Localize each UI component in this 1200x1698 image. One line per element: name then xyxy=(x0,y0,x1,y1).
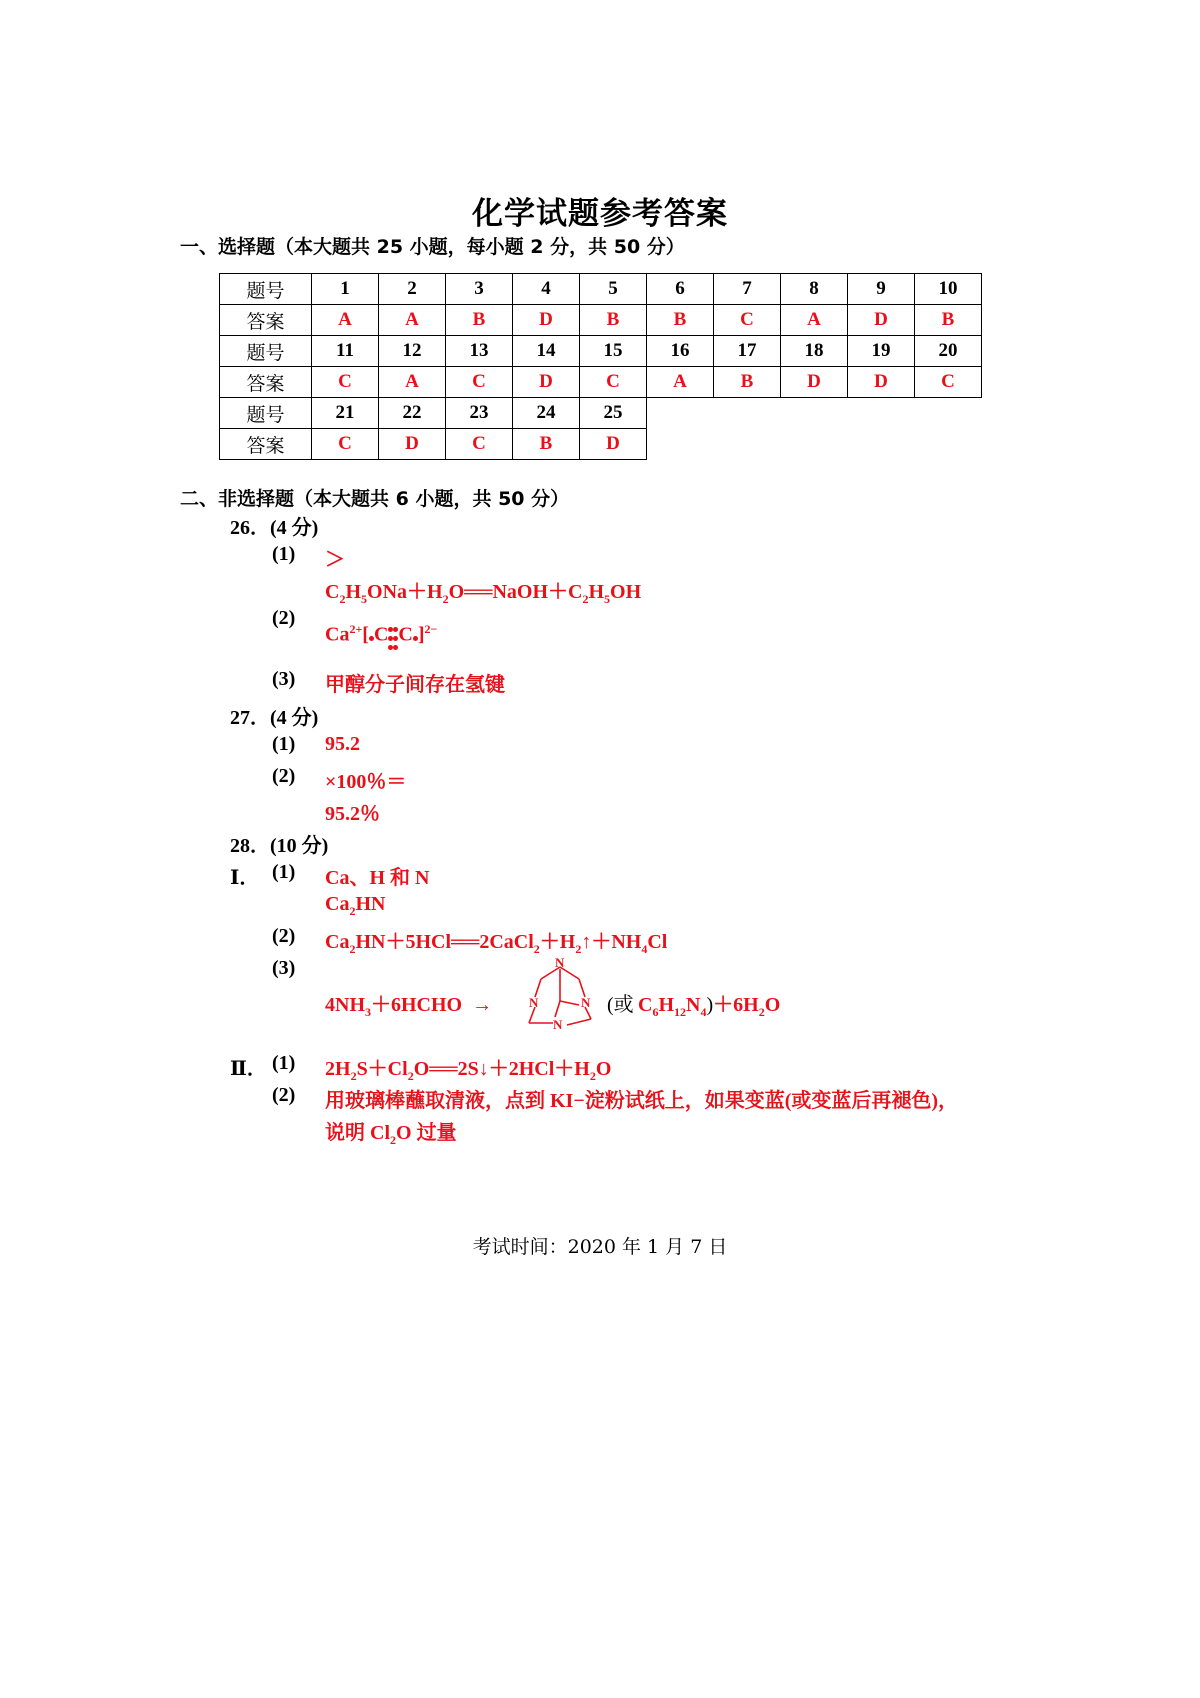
question-number-row xyxy=(220,398,982,429)
answer-cell: C xyxy=(714,305,781,336)
q26-electron-formula: $Ca^{2+}$[ C C ]$^{2-}$ xyxy=(325,622,437,650)
question-number-cell: 20 xyxy=(915,336,982,367)
q26-label: 26．(4 分) xyxy=(230,517,319,539)
row-label-question: 题号 xyxy=(220,274,312,305)
answer-cell: D xyxy=(848,305,915,336)
question-number-cell: 3 xyxy=(446,274,513,305)
q27-label: 27．(4 分) xyxy=(230,707,319,729)
q28-ii2-answer-b: 说明 $Cl_2O$ 过量 xyxy=(325,1122,457,1147)
q27-part2-label: (2) xyxy=(272,765,296,787)
exam-date-footer: 考试时间：2020 年 1 月 7 日 xyxy=(472,1236,728,1258)
question-number-row xyxy=(220,274,982,305)
answer-row xyxy=(220,305,982,336)
q26-part1-label: (1) xyxy=(272,543,296,565)
q27-part1-label: (1) xyxy=(272,733,296,755)
question-number-cell: 12 xyxy=(379,336,446,367)
answer-table xyxy=(219,273,982,460)
question-number-cell: 8 xyxy=(781,274,848,305)
question-number-cell: 23 xyxy=(446,398,513,429)
q27-part1-answer: 95.2 xyxy=(325,733,360,755)
q26-part3-answer: 甲醇分子间存在氢键 xyxy=(325,674,505,696)
empty-cell xyxy=(915,398,982,429)
answer-cell: D xyxy=(513,305,580,336)
empty-cell xyxy=(781,398,848,429)
question-number-cell: 16 xyxy=(647,336,714,367)
question-number-cell: 17 xyxy=(714,336,781,367)
answer-cell: D xyxy=(513,367,580,398)
q28-i2-equation: $Ca_2HN+5HCl══2CaCl_2+H_2↑+NH_4Cl$ xyxy=(325,931,668,956)
page-title: 化学试题参考答案 xyxy=(472,196,728,232)
q28-label: 28．(10 分) xyxy=(230,835,329,857)
question-number-cell: 24 xyxy=(513,398,580,429)
answer-cell: B xyxy=(647,305,714,336)
empty-cell xyxy=(848,429,915,460)
question-number-cell: 21 xyxy=(312,398,379,429)
answer-cell: A xyxy=(379,367,446,398)
question-number-cell: 1 xyxy=(312,274,379,305)
q28-part2-label: Ⅱ． xyxy=(230,1058,267,1080)
answer-cell: B xyxy=(915,305,982,336)
question-number-cell: 11 xyxy=(312,336,379,367)
q28-ii1-label: (1) xyxy=(272,1052,296,1074)
answer-cell: D xyxy=(781,367,848,398)
q28-ii2-answer-b-suffix: 过量 xyxy=(411,1122,457,1144)
answer-cell: C xyxy=(580,367,647,398)
q28-i3-reactants: $4NH_3+6HCHO$ → xyxy=(325,994,493,1019)
question-number-cell: 14 xyxy=(513,336,580,367)
q26-part1-answer: ＞ xyxy=(325,549,345,571)
q28-i1-answer-a: Ca、H 和 N xyxy=(325,867,430,889)
empty-cell xyxy=(647,398,714,429)
answer-cell: B xyxy=(714,367,781,398)
row-label-answer: 答案 xyxy=(220,367,312,398)
row-label-question: 题号 xyxy=(220,398,312,429)
answer-cell: A xyxy=(647,367,714,398)
hexamine-structure-icon xyxy=(515,955,605,1035)
answer-cell: B xyxy=(580,305,647,336)
row-label-question: 题号 xyxy=(220,336,312,367)
q28-ii1-equation: $2H_2S+Cl_2O══2S↓+2HCl+H_2O$ xyxy=(325,1058,612,1083)
answer-cell: A xyxy=(379,305,446,336)
question-number-cell: 25 xyxy=(580,398,647,429)
question-number-cell: 5 xyxy=(580,274,647,305)
section2-heading: 二、非选择题（本大题共 6 小题，共 50 分） xyxy=(180,488,570,510)
question-number-cell: 19 xyxy=(848,336,915,367)
question-number-cell: 6 xyxy=(647,274,714,305)
question-number-cell: 4 xyxy=(513,274,580,305)
answer-cell: A xyxy=(312,305,379,336)
question-number-row xyxy=(220,336,982,367)
question-number-cell: 15 xyxy=(580,336,647,367)
question-number-cell: 18 xyxy=(781,336,848,367)
svg-text:N: N xyxy=(555,955,565,970)
row-label-answer: 答案 xyxy=(220,305,312,336)
empty-cell xyxy=(647,429,714,460)
question-number-cell: 22 xyxy=(379,398,446,429)
empty-cell xyxy=(714,398,781,429)
answer-cell: D xyxy=(580,429,647,460)
q28-i1-answer-b: $Ca_2HN$ xyxy=(325,893,386,918)
question-number-cell: 13 xyxy=(446,336,513,367)
q27-part2-answer-a: ×100％＝ xyxy=(325,771,407,793)
svg-text:N: N xyxy=(529,995,539,1010)
answer-cell: C xyxy=(446,367,513,398)
empty-cell xyxy=(915,429,982,460)
q28-i2-label: (2) xyxy=(272,925,296,947)
svg-text:N: N xyxy=(553,1017,563,1032)
answer-cell: C xyxy=(915,367,982,398)
q26-part2-label: (2) xyxy=(272,607,296,629)
answer-cell: D xyxy=(848,367,915,398)
q28-i3-products: $C_6H_{12}N_4)+6H_2O$ xyxy=(638,994,781,1019)
answer-cell: C xyxy=(312,429,379,460)
answer-cell: C xyxy=(312,367,379,398)
question-number-cell: 10 xyxy=(915,274,982,305)
answer-cell: B xyxy=(446,305,513,336)
empty-cell xyxy=(848,398,915,429)
answer-row xyxy=(220,429,982,460)
q28-part1-label: Ⅰ． xyxy=(230,867,260,889)
svg-text:N: N xyxy=(581,995,591,1010)
empty-cell xyxy=(714,429,781,460)
empty-cell xyxy=(781,429,848,460)
q28-i1-label: (1) xyxy=(272,861,296,883)
q27-part2-answer-b: 95.2％ xyxy=(325,803,380,825)
question-number-cell: 2 xyxy=(379,274,446,305)
q28-ii2-answer-b-prefix: 说明 xyxy=(325,1122,370,1144)
answer-cell: A xyxy=(781,305,848,336)
q26-part3-label: (3) xyxy=(272,668,296,690)
q28-ii2-answer-a: 用玻璃棒蘸取清液，点到 KI−淀粉试纸上，如果变蓝(或变蓝后再褪色)， xyxy=(325,1090,959,1112)
answer-row xyxy=(220,367,982,398)
q28-i3-or-open: (或 xyxy=(607,994,634,1016)
q28-i3-label: (3) xyxy=(272,957,296,979)
section1-heading: 一、选择题（本大题共 25 小题，每小题 2 分，共 50 分） xyxy=(180,236,685,258)
answer-cell: B xyxy=(513,429,580,460)
row-label-answer: 答案 xyxy=(220,429,312,460)
answer-cell: C xyxy=(446,429,513,460)
answer-cell: D xyxy=(379,429,446,460)
question-number-cell: 9 xyxy=(848,274,915,305)
q28-ii2-label: (2) xyxy=(272,1084,296,1106)
q26-equation: $C_2H_5ONa+H_2O══NaOH+C_2H_5OH$ xyxy=(325,581,642,606)
question-number-cell: 7 xyxy=(714,274,781,305)
